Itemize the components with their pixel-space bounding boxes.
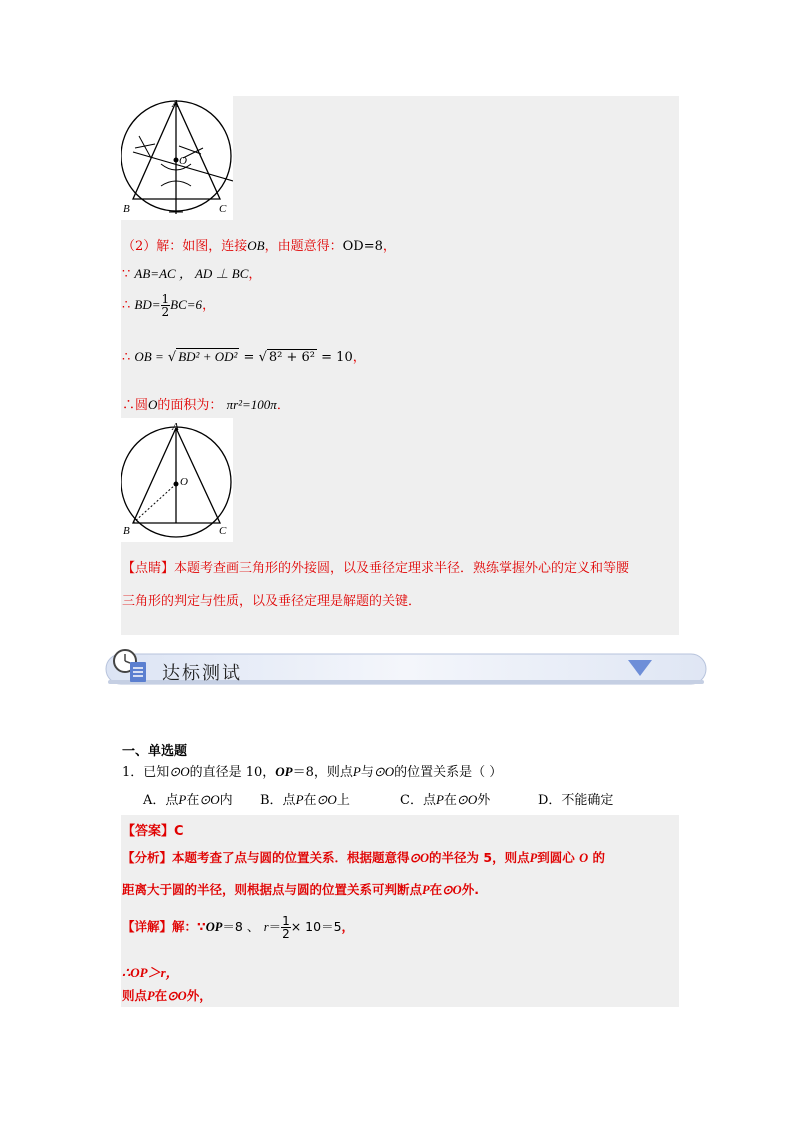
section-banner-title: 达标测试	[162, 663, 242, 684]
solution-line-3: ∴ OB = √ BD² + OD² = √ 8² + 6² = 10，	[122, 349, 366, 365]
question-1-stem: 1．已知⊙O的直径是 10，OP＝8，则点P与⊙O的位置关系是（ ）	[122, 764, 503, 780]
label-b: B	[123, 525, 130, 537]
fraction-half: $\frac{1}{2}$	[161, 292, 170, 319]
detail-line-2: ∴OP＞r，	[122, 965, 179, 980]
label-c: C	[219, 203, 227, 215]
answer-line: 【答案】C	[122, 824, 184, 839]
solution-line-1: ∵ AB=AC ， AD ⊥ BC，	[122, 266, 262, 282]
label-a: A	[172, 421, 179, 433]
fraction-half: $\frac{1}{2}$	[282, 914, 290, 941]
option-a[interactable]: A．点P在⊙O内	[143, 792, 233, 808]
sqrt-sign-icon: √	[258, 350, 267, 365]
solution-line-4: ∴圆O的面积为： πr²=100π．	[122, 397, 290, 413]
detail-line-1: 【详解】解：∵OP＝8 、 r＝ $\frac{1}{2}$ × 10＝5，	[122, 914, 355, 941]
label-b: B	[123, 203, 130, 215]
comment-line-1: 【点睛】本题考查画三角形的外接圆，以及垂径定理求半径．熟练掌握外心的定义和等腰	[122, 561, 630, 576]
label-c: C	[219, 525, 227, 537]
clock-document-icon	[112, 648, 152, 688]
comment-line-2: 三角形的判定与性质，以及垂径定理是解题的关键．	[122, 594, 422, 609]
solution-line-2: ∴ BD= $\frac{1}{2}$ BC=6，	[122, 292, 216, 319]
answer-panel	[121, 815, 679, 1007]
circumcircle-diagram	[121, 418, 233, 542]
analysis-line-1: 【分析】本题考查了点与圆的位置关系．根据题意得⊙O的半径为 5，则点P到圆心 O 的	[122, 850, 606, 865]
label-o: O	[179, 155, 187, 167]
sqrt-sign-icon: √	[167, 350, 177, 365]
analysis-line-2: 距离大于圆的半径，则根据点与圆的位置关系可判断点P在⊙O外.	[122, 882, 479, 897]
solution-intro: （2）解：如图，连接OB，由题意得：OD=8，	[122, 238, 396, 254]
section-heading: 一、单选题	[122, 744, 188, 759]
detail-line-3: 则点P在⊙O外，	[122, 988, 212, 1003]
circumcircle-construction-diagram	[121, 96, 233, 220]
figure-construction	[121, 96, 233, 220]
section-banner	[104, 650, 708, 686]
option-b[interactable]: B．点P在⊙O上	[260, 792, 350, 808]
option-c[interactable]: C．点P在⊙O外	[400, 792, 491, 808]
figure-circumcircle	[121, 418, 233, 542]
option-d[interactable]: D．不能确定	[538, 793, 614, 808]
label-o: O	[180, 476, 188, 488]
label-a: A	[172, 98, 179, 110]
